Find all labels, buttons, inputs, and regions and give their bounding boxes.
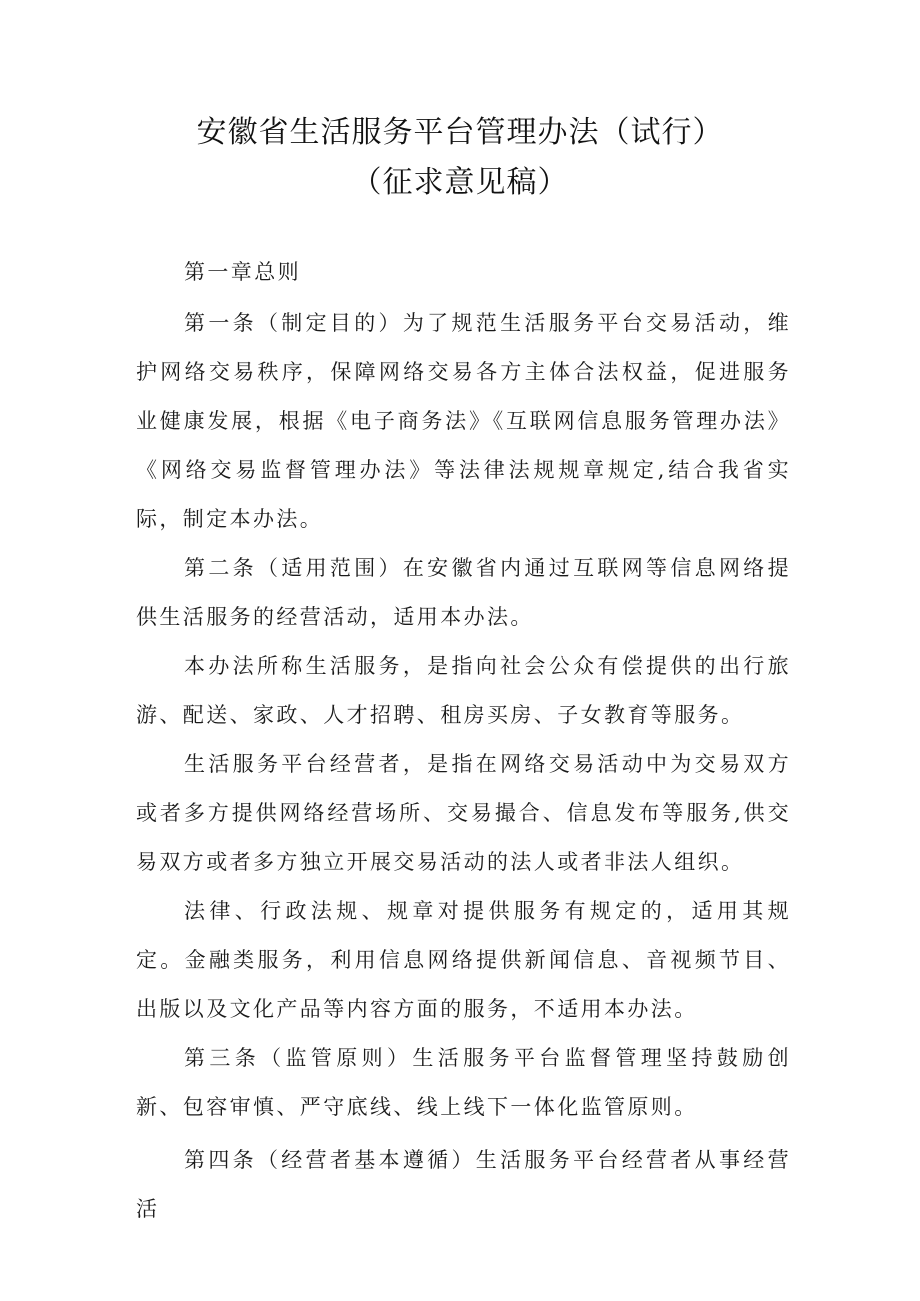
article-2-paragraph: 第二条（适用范围）在安徽省内通过互联网等信息网络提供生活服务的经营活动，适用本办法。 bbox=[136, 556, 791, 629]
article-1-paragraph: 第一条（制定目的）为了规范生活服务平台交易活动，维护网络交易秩序，保障网络交易各方主体合法权益，促进服务业健康发展，根据《电子商务法》《互联网信息服务管理办法》《网络交易监督管理办法》等法律法规规章规定,结合我省实际，制定本办法。 bbox=[136, 311, 791, 531]
chapter-heading: 第一章总则 bbox=[184, 260, 301, 284]
article-4-paragraph: 第四条（经营者基本遵循）生活服务平台经营者从事经营活 bbox=[136, 1148, 791, 1221]
document-subtitle: （征求意见稿） bbox=[351, 165, 569, 200]
document-title: 安徽省生活服务平台管理办法（试行） bbox=[196, 115, 724, 150]
title-block bbox=[0, 108, 920, 208]
document-body bbox=[136, 248, 791, 1234]
exclusions-paragraph: 法律、行政法规、规章对提供服务有规定的，适用其规定。金融类服务，利用信息网络提供新闻信息、音视频节目、出版以及文化产品等内容方面的服务，不适用本办法。 bbox=[136, 899, 791, 1021]
article-3-paragraph: 第三条（监管原则）生活服务平台监督管理坚持鼓励创新、包容审慎、严守底线、线上线下一体化监管原则。 bbox=[136, 1046, 791, 1119]
life-services-definition-paragraph: 本办法所称生活服务，是指向社会公众有偿提供的出行旅游、配送、家政、人才招聘、租房买房、子女教育等服务。 bbox=[136, 654, 791, 727]
platform-operator-definition-paragraph: 生活服务平台经营者，是指在网络交易活动中为交易双方或者多方提供网络经营场所、交易撮合、信息发布等服务,供交易双方或者多方独立开展交易活动的法人或者非法人组织。 bbox=[136, 752, 791, 874]
